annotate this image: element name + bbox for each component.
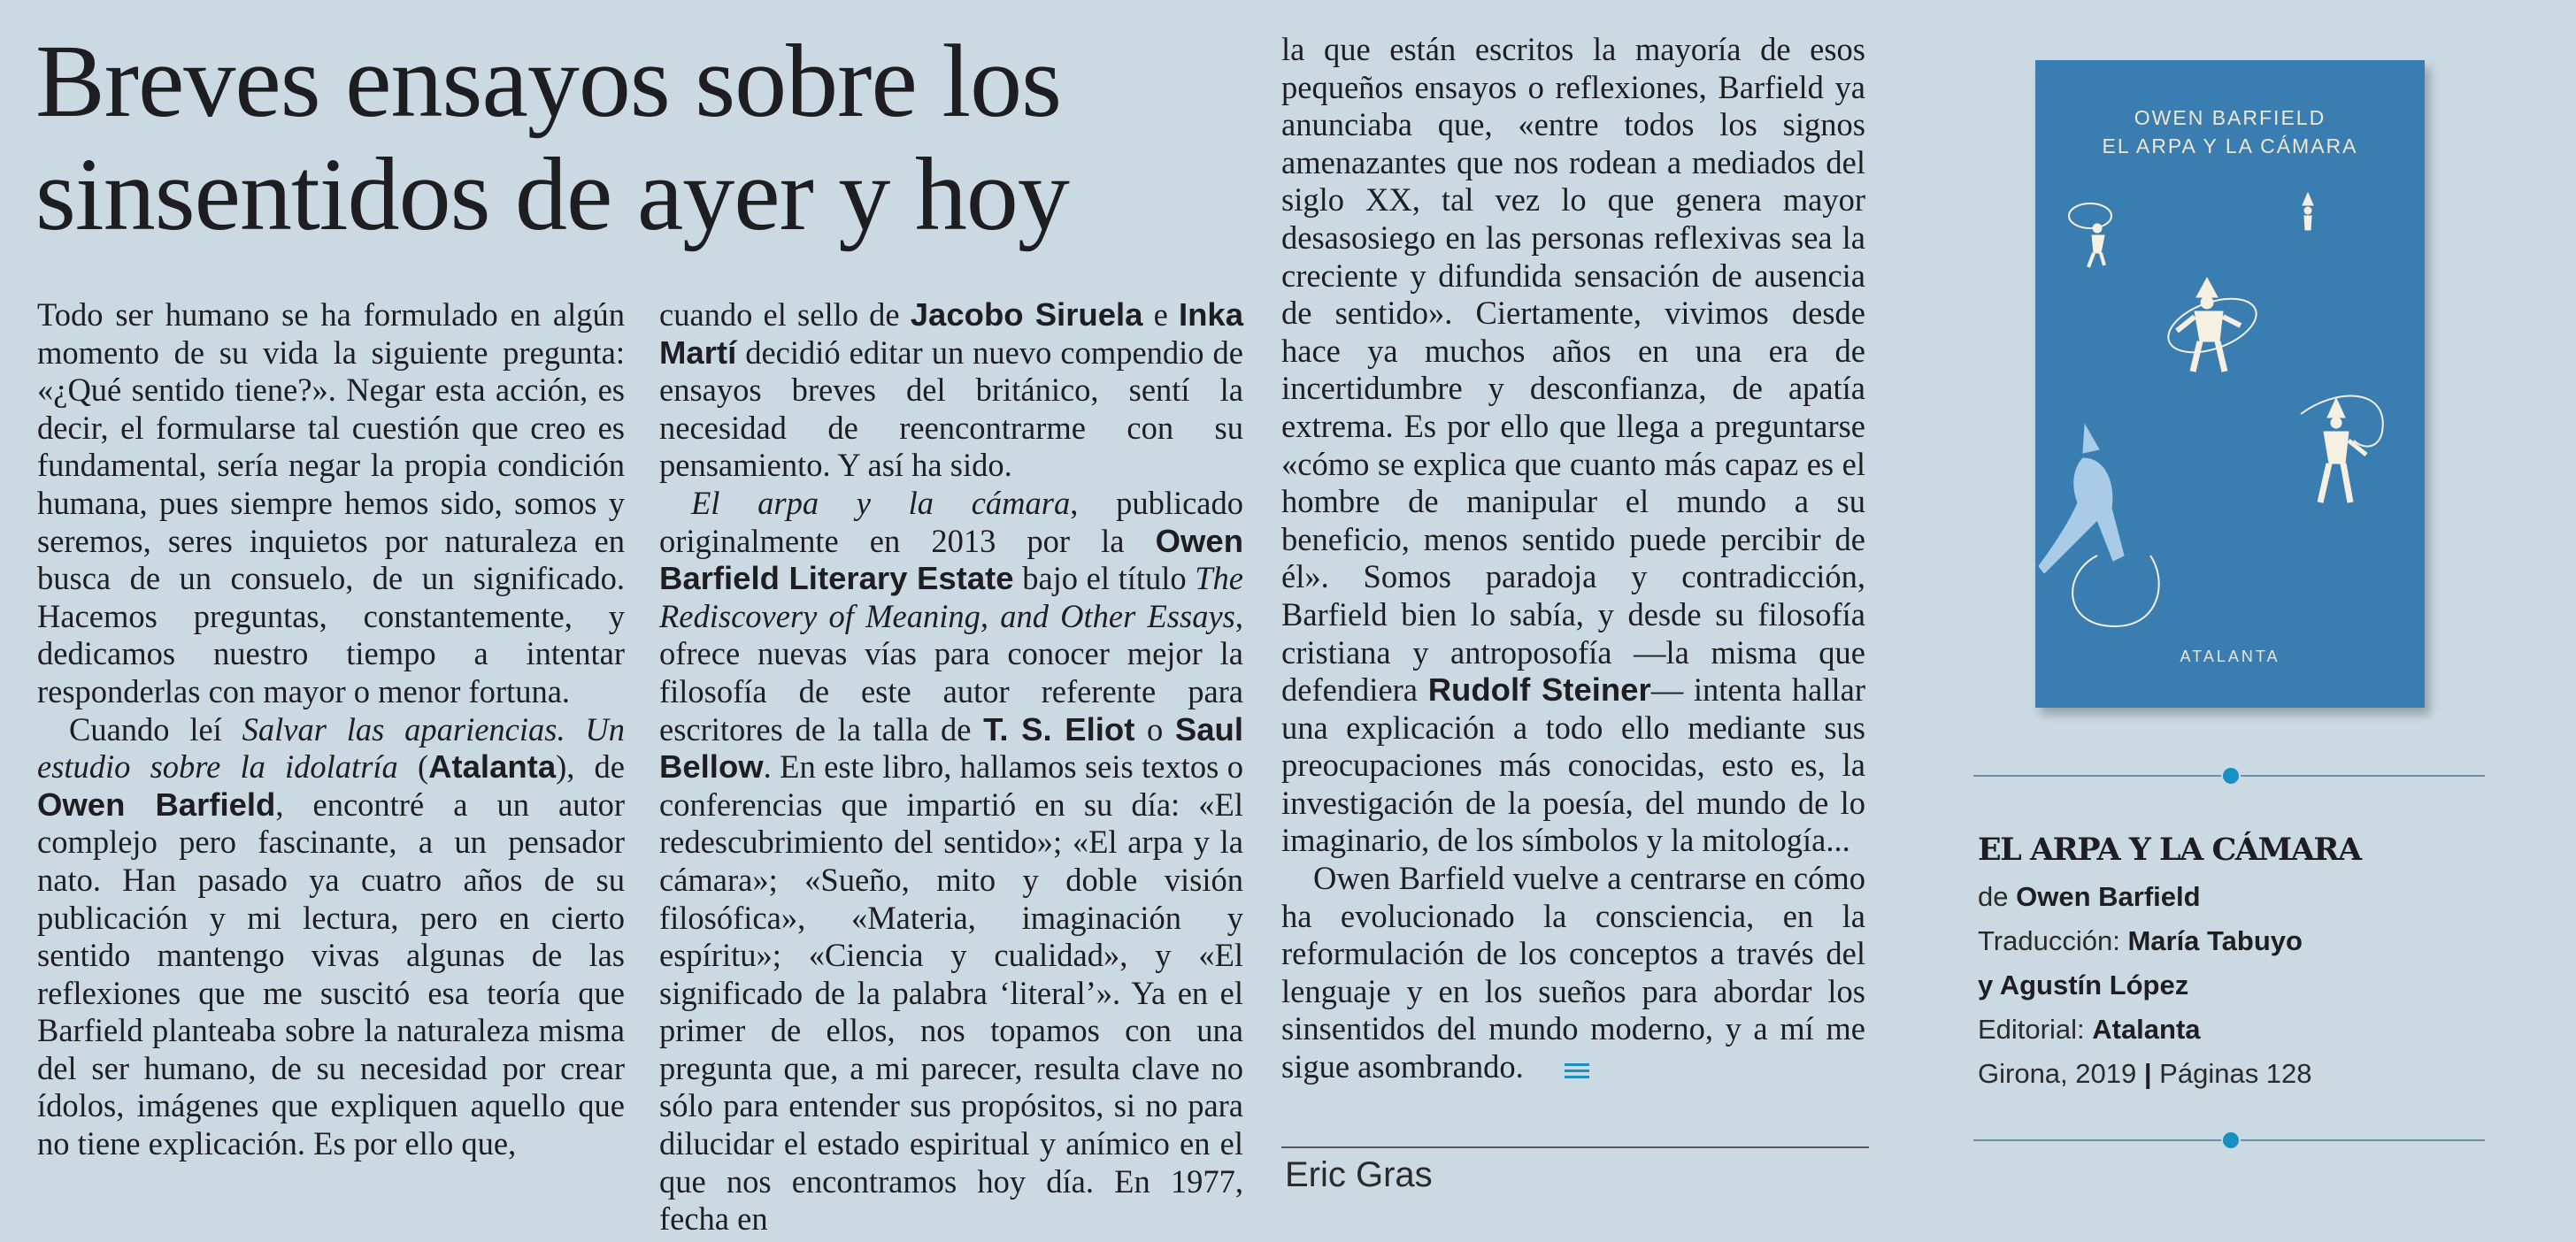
info-divider-top bbox=[1973, 765, 2485, 786]
publisher-name: Atalanta bbox=[428, 748, 557, 786]
book-translation-line: Traducción: María Tabuyo bbox=[1978, 925, 2303, 956]
book-translation-line-2: y Agustín López bbox=[1978, 970, 2189, 1000]
article-column-3 bbox=[1281, 31, 1865, 1089]
paragraph: Cuando leí Salvar las apariencias. Un estudio sobre la idolatría (Atalanta), de Owen Barfield, encontré a un autor complejo pero fascinante, a un pensador nato. Han pasado ya cuatro años de su publicación y mi lectura, pero en cierto sentido mantengo vivas algunas de las reflexiones que me suscitó esa teoría que Barfield planteaba sobre la naturaleza misma del ser humano, de su necesidad por crear ídolos, imágenes que expliquen aquello que no tiene explicación. Es por ello que, bbox=[37, 710, 626, 1162]
article-title: Breves ensayos sobre los sinsentidos de ayer y hoy bbox=[35, 23, 1069, 252]
article-column-2 bbox=[659, 296, 1243, 1238]
paragraph: El arpa y la cámara, publicado originalmente en 2013 por la Owen Barfield Literary Estate bajo el título The Rediscovery of Meaning, and Other Essays, ofrece nuevas vías para conocer mejor la filosofía de este autor referente para escritores de la talla de T. S. Eliot o Saul Bellow. En este libro, hallamos seis textos o conferencias que impartió en su día: «El redescubrimiento del sentido»; «El arpa y la cámara»; «Sueño, mito y doble visión filosófica», «Materia, imaginación y espíritu»; «Ciencia y cualidad», y «El significado de la palabra ‘literal’». Ya en el primer de ellos, nos topamos con una pregunta que, a mi parecer, resulta clave no sólo para entender sus propósitos, si no para dilucidar el estado espiritual y anímico en el que nos encontramos hoy día. En 1977, fecha en bbox=[659, 484, 1243, 1238]
paragraph: cuando el sello de Jacobo Siruela e Inka Martí decidió editar un nuevo compendio de ensayos breves del británico, sentí la necesidad de reencontrarme con su pensamiento. Y así ha sido. bbox=[659, 296, 1243, 484]
info-divider-bottom bbox=[1973, 1130, 2485, 1151]
cover-publisher: ATALANTA bbox=[2180, 648, 2280, 665]
paragraph: Owen Barfield vuelve a centrarse en cómo ha evolucionado la consciencia, en la reformulación de los conceptos a través del lenguaje y en los sueños para abordar los sinsentidos del mundo moderno, y a mí me sigue asombrando. bbox=[1281, 860, 1865, 1089]
end-mark-icon bbox=[1533, 1051, 1589, 1089]
book-author-line: de Owen Barfield bbox=[1978, 881, 2201, 912]
byline-author: Eric Gras bbox=[1285, 1155, 1433, 1194]
book-cover bbox=[2035, 60, 2425, 708]
cover-title: EL ARPA Y LA CÁMARA bbox=[2102, 134, 2358, 157]
paragraph: Todo ser humano se ha formulado en algún momento de su vida la siguiente pregunta: «¿Qué sentido tiene?». Negar esta acción, es decir, el formularse tal cuestión que creo es fundamental, sería negar la propia condición humana, pues siempre hemos sido, somos y seremos, seres inquietos por naturaleza en busca de un consuelo, de un significado. Hacemos preguntas, constantemente, y dedicamos nuestro tiempo a intentar responderlas con mayor o menor fortuna. bbox=[37, 296, 625, 709]
book-info-box bbox=[1978, 832, 2491, 1096]
author-name: Owen Barfield bbox=[37, 786, 276, 823]
paragraph: la que están escritos la mayoría de esos pequeños ensayos o reflexiones, Barfield ya anunciaba que, «entre todos los signos amenazantes que nos rodean a mediados del siglo XX, tal vez lo que genera mayor desasosiego en las personas reflexivas sea la creciente y difundida sensación de ausencia de sentido». Ciertamente, vivimos desde hace ya muchos años en una era de incertidumbre y desconfianza, de apatía extrema. Es por ello que llega a preguntarse «cómo se explica que cuanto más capaz es el hombre de manipular el mundo a su beneficio, menos sentido puede percibir de él». Somos paradoja y contradicción, Barfield bien lo sabía, y desde su filosofía cristiana y antroposofía —la misma que defendiera Rudolf Steiner— intenta hallar una explicación a todo ello mediante sus preocupaciones más conocidas, esto es, la investigación de la poesía, del mundo de lo imaginario, de los símbolos y la mitología... bbox=[1281, 31, 1865, 859]
book-info-title: EL ARPA Y LA CÁMARA bbox=[1978, 832, 2361, 868]
cover-author: OWEN BARFIELD bbox=[2134, 106, 2326, 129]
byline-divider bbox=[1281, 1146, 1869, 1148]
article-column-1 bbox=[37, 296, 625, 1163]
book-publisher-line: Editorial: Atalanta bbox=[1978, 1014, 2201, 1045]
book-place-pages-line: Girona, 2019 | Páginas 128 bbox=[1978, 1058, 2312, 1089]
